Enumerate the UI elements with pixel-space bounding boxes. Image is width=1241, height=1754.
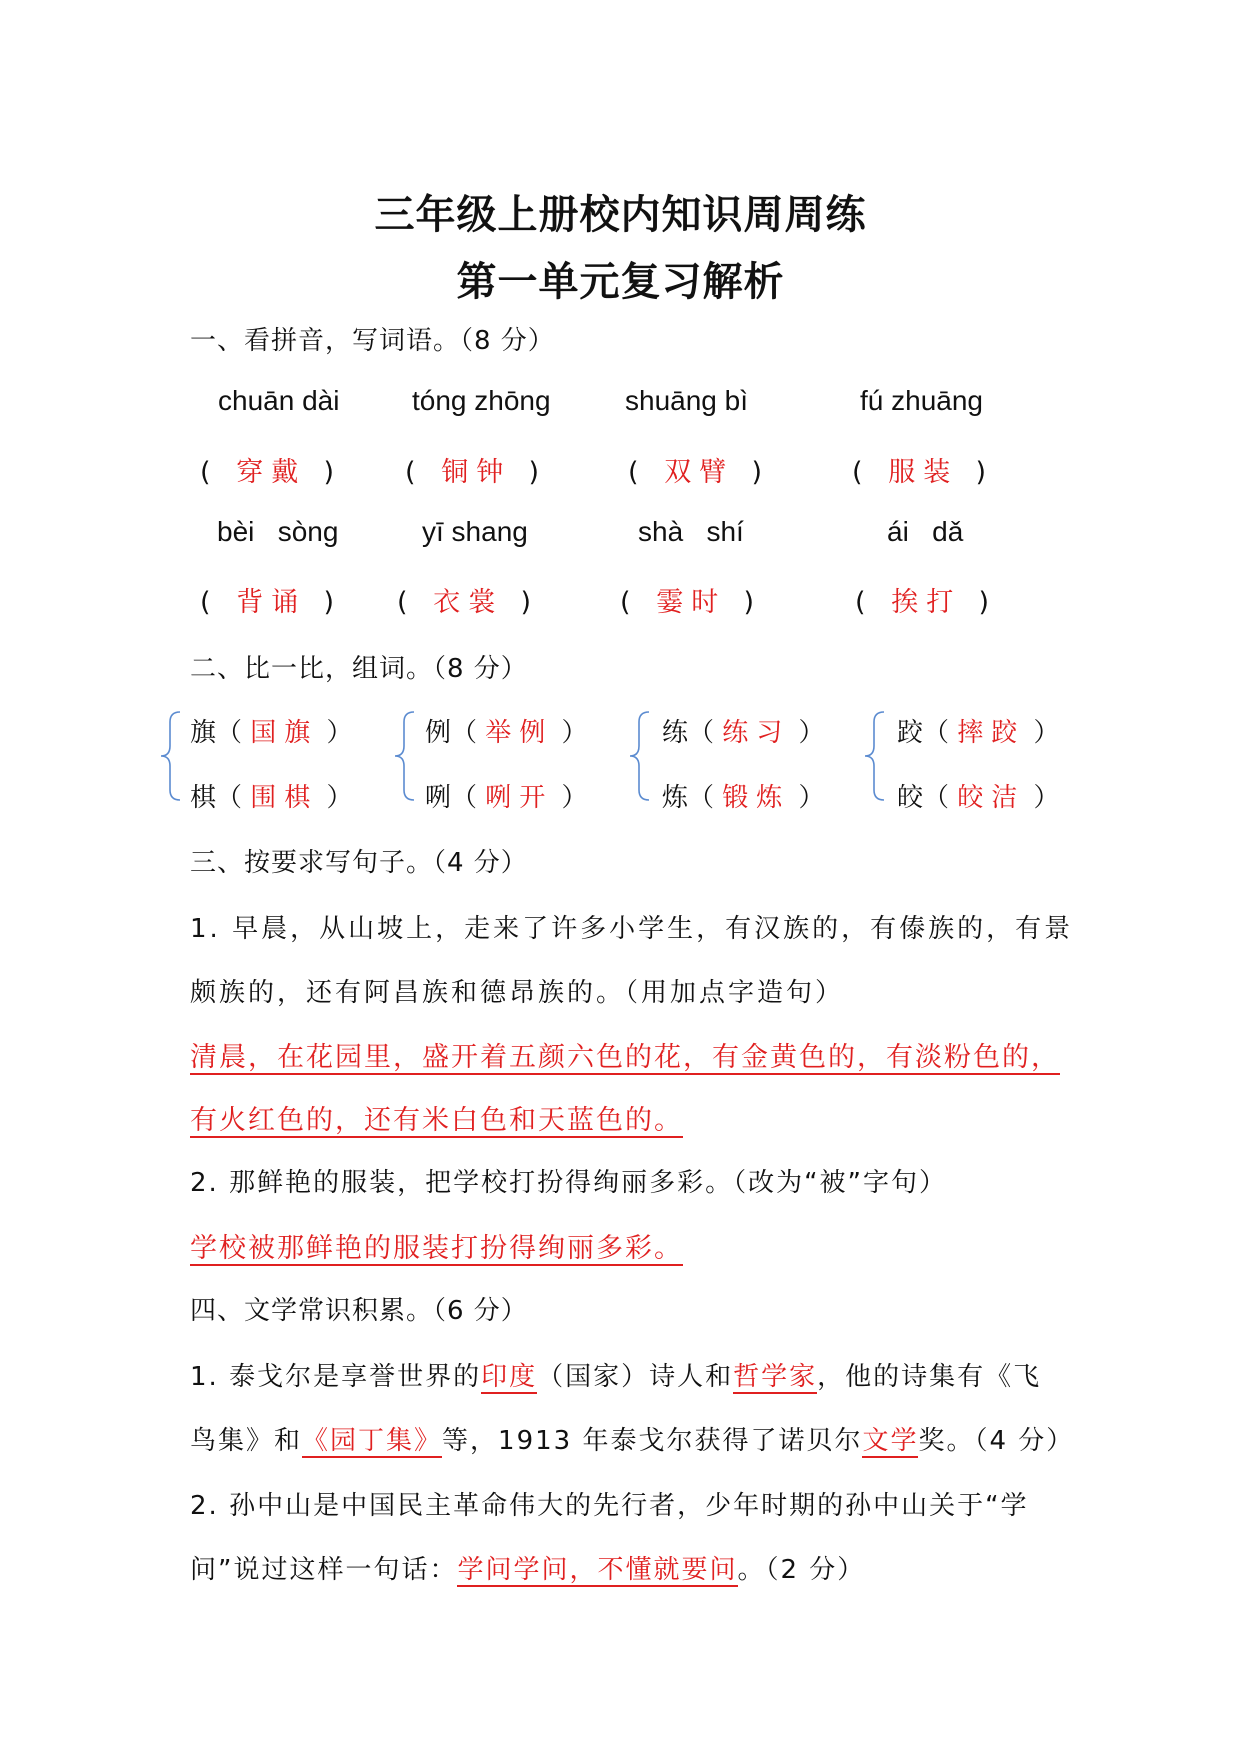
brace-icon [158,708,188,808]
question-text: 2. 那鲜艳的服装，把学校打扮得绚丽多彩。（改为“被”字句） [190,1168,948,1198]
brace-icon [627,708,657,808]
answer-box-2: ( 铜钟 ) [405,457,539,488]
compare-word: 跤（ 摔跤 ） [897,718,1060,748]
section-4-heading: 四、文学常识积累。（6 分） [190,1296,528,1326]
compare-word: 炼（ 锻炼 ） [662,783,825,813]
pinyin-6: yī shang [422,516,528,547]
answer-2: 铜钟 [441,457,512,488]
pinyin-5: bèi sòng [217,516,339,547]
question-text: 1. 泰戈尔是享誉世界的印度（国家）诗人和哲学家，他的诗集有《飞 [190,1362,1042,1392]
compare-word: 旗（ 国旗 ） [190,718,353,748]
pinyin-2: tóng zhōng [412,385,551,416]
compare-word: 咧（ 咧开 ） [425,783,588,813]
answer-text: 有火红色的，还有米白色和天蓝色的。 [190,1105,683,1136]
answer-box-6: ( 衣裳 ) [397,587,531,618]
pinyin-7: shà shí [638,516,744,547]
page-subtitle: 第一单元复习解析 [456,259,785,305]
answer-text: 学校被那鲜艳的服装打扮得绚丽多彩。 [190,1233,683,1264]
answer-text: 清晨，在花园里，盛开着五颜六色的花，有金黄色的，有淡粉色的， [190,1042,1060,1073]
question-text: 问”说过这样一句话：学问学问，不懂就要问。（2 分） [190,1555,866,1585]
answer-6: 衣裳 [433,587,504,618]
section-1-heading: 一、看拼音，写词语。（8 分） [190,326,555,356]
answer-box-4: ( 服装 ) [852,457,986,488]
answer-box-8: ( 挨打 ) [855,587,989,618]
pinyin-8: ái dǎ [887,516,964,547]
answer-7: 霎时 [656,587,727,618]
answer-box-5: ( 背诵 ) [200,587,334,618]
question-text: 1. 早晨，从山坡上，走来了许多小学生，有汉族的，有傣族的，有景 [190,914,1074,944]
answer-3: 双臂 [664,457,735,488]
question-text: 颇族的，还有阿昌族和德昂族的。（用加点字造句） [190,978,845,1008]
question-text: 2. 孙中山是中国民主革命伟大的先行者，少年时期的孙中山关于“学 [190,1491,1029,1521]
answer-box-1: ( 穿戴 ) [200,457,334,488]
compare-word: 练（ 练习 ） [662,718,825,748]
brace-icon [392,708,422,808]
answer-8: 挨打 [891,587,962,618]
page-title: 三年级上册校内知识周周练 [374,192,867,238]
answer-4: 服装 [888,457,959,488]
question-text: 鸟集》和《园丁集》等，1913 年泰戈尔获得了诺贝尔文学奖。（4 分） [190,1426,1075,1456]
compare-word: 例（ 举例 ） [425,718,588,748]
compare-word: 棋（ 围棋 ） [190,783,353,813]
answer-box-3: ( 双臂 ) [628,457,762,488]
answer-1: 穿戴 [236,457,307,488]
pinyin-1: chuān dài [218,385,340,416]
answer-5: 背诵 [236,587,307,618]
pinyin-3: shuāng bì [625,385,748,416]
pinyin-4: fú zhuāng [860,385,983,416]
section-3-heading: 三、按要求写句子。（4 分） [190,848,528,878]
brace-icon [862,708,892,808]
answer-box-7: ( 霎时 ) [620,587,754,618]
compare-word: 皎（ 皎洁 ） [897,783,1060,813]
section-2-heading: 二、比一比，组词。（8 分） [190,654,528,684]
